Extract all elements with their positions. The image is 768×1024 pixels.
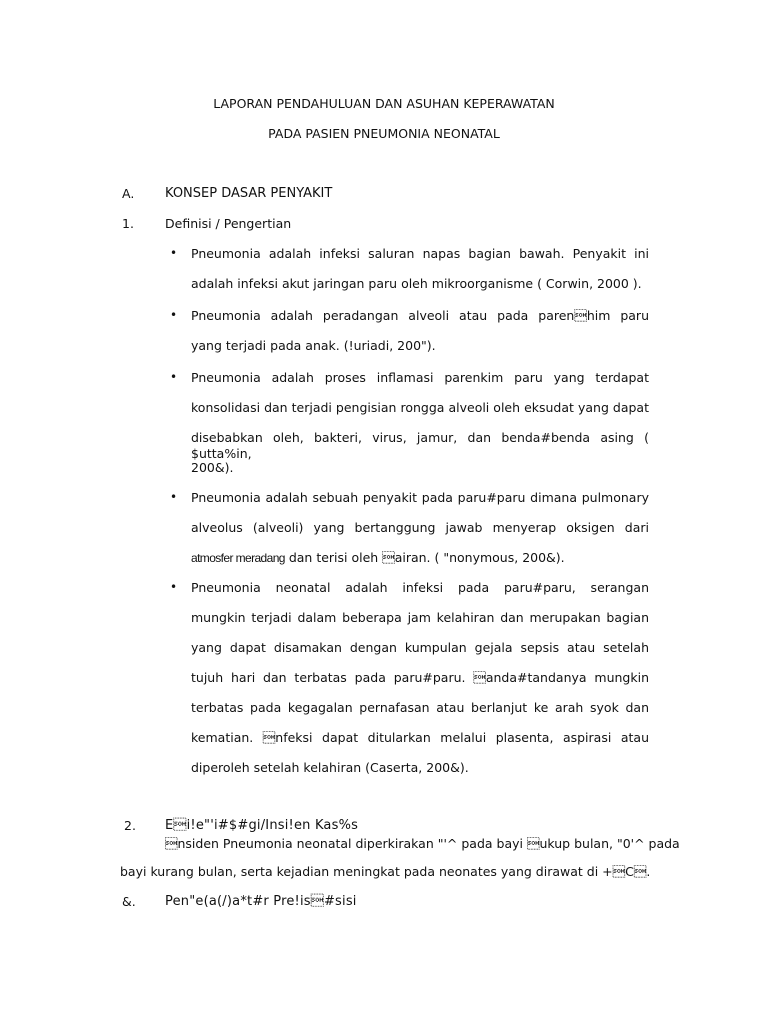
bullet-4-line-2: alveolus (alveoli) yang bertanggung jawab menyerap oksigen dari: [191, 520, 649, 535]
item-2-heading: Ei!e"'i#$#gi/Insi!en Kas%s: [165, 818, 359, 833]
bullet-3-line-2: konsolidasi dan terjadi pengisian rongga alveoli oleh eksudat yang dapat: [191, 400, 649, 415]
document-title-line-2: PADA PASIEN PNEUMONIA NEONATAL: [268, 126, 500, 141]
bullet-5-line-5: terbatas pada kegagalan pernafasan atau berlanjut ke arah syok dan: [191, 700, 649, 715]
bullet-5-line-1: Pneumonia neonatal adalah infeksi pada paru#paru, serangan: [191, 580, 649, 595]
bullet-4-line-3: [191, 550, 565, 565]
item-1-heading: Definisi / Pengertian: [165, 216, 292, 231]
bullet-marker: •: [170, 580, 178, 594]
item-2-paragraph-line-1: nsiden Pneumonia neonatal diperkirakan "'^ pada bayi ukup bulan, "0'^ pada: [165, 836, 680, 851]
section-a-heading: KONSEP DASAR PENYAKIT: [165, 186, 333, 201]
bullet-3-line-3: disebabkan oleh, bakteri, virus, jamur, dan benda#benda asing ( $utta%in,: [191, 430, 649, 461]
section-a-label: A.: [122, 186, 135, 201]
item-3-label: &.: [122, 894, 136, 909]
bullet-4-line-1: Pneumonia adalah sebuah penyakit pada paru#paru dimana pulmonary: [191, 490, 649, 505]
bullet-3-line-1: Pneumonia adalah proses inflamasi parenkim paru yang terdapat: [191, 370, 649, 385]
bullet-5-line-7: diperoleh setelah kelahiran (Caserta, 200&).: [191, 760, 469, 775]
bullet-2-line-2: yang terjadi pada anak. (!uriadi, 200").: [191, 338, 436, 353]
bullet-5-line-6: kematian. nfeksi dapat ditularkan melalui plasenta, aspirasi atau: [191, 730, 649, 745]
bullet-1-line-2: adalah infeksi akut jaringan paru oleh mikroorganisme ( Corwin, 2000 ).: [191, 276, 642, 291]
bullet-marker: •: [170, 370, 178, 384]
bullet-5-line-3: yang dapat disamakan dengan kumpulan gejala sepsis atau setelah: [191, 640, 649, 655]
bullet-marker: •: [170, 308, 178, 322]
item-1-label: 1.: [122, 216, 134, 231]
bullet-5-line-4: tujuh hari dan terbatas pada paru#paru. anda#tandanya mungkin: [191, 670, 649, 685]
bullet-marker: •: [170, 490, 178, 504]
item-2-paragraph-line-2: bayi kurang bulan, serta kejadian meningkat pada neonates yang dirawat di +C.: [120, 864, 651, 879]
bullet-1-line-1: Pneumonia adalah infeksi saluran napas bagian bawah. Penyakit ini: [191, 246, 649, 261]
item-2-label: 2.: [124, 818, 136, 833]
bullet-4-line-3-rest: dan terisi oleh airan. ( "nonymous, 200&).: [284, 550, 565, 565]
bullet-4-condensed-text: atmosfer meradang: [191, 551, 285, 565]
item-3-heading: Pen"e(a(/)a*t#r Pre!is#sisi: [165, 894, 357, 909]
bullet-marker: •: [170, 246, 178, 260]
bullet-5-line-2: mungkin terjadi dalam beberapa jam kelahiran dan merupakan bagian: [191, 610, 649, 625]
bullet-2-line-1: Pneumonia adalah peradangan alveoli atau pada parenhim paru: [191, 308, 649, 323]
bullet-3-line-4: 200&).: [191, 460, 234, 475]
document-title-line-1: LAPORAN PENDAHULUAN DAN ASUHAN KEPERAWATAN: [213, 96, 555, 111]
